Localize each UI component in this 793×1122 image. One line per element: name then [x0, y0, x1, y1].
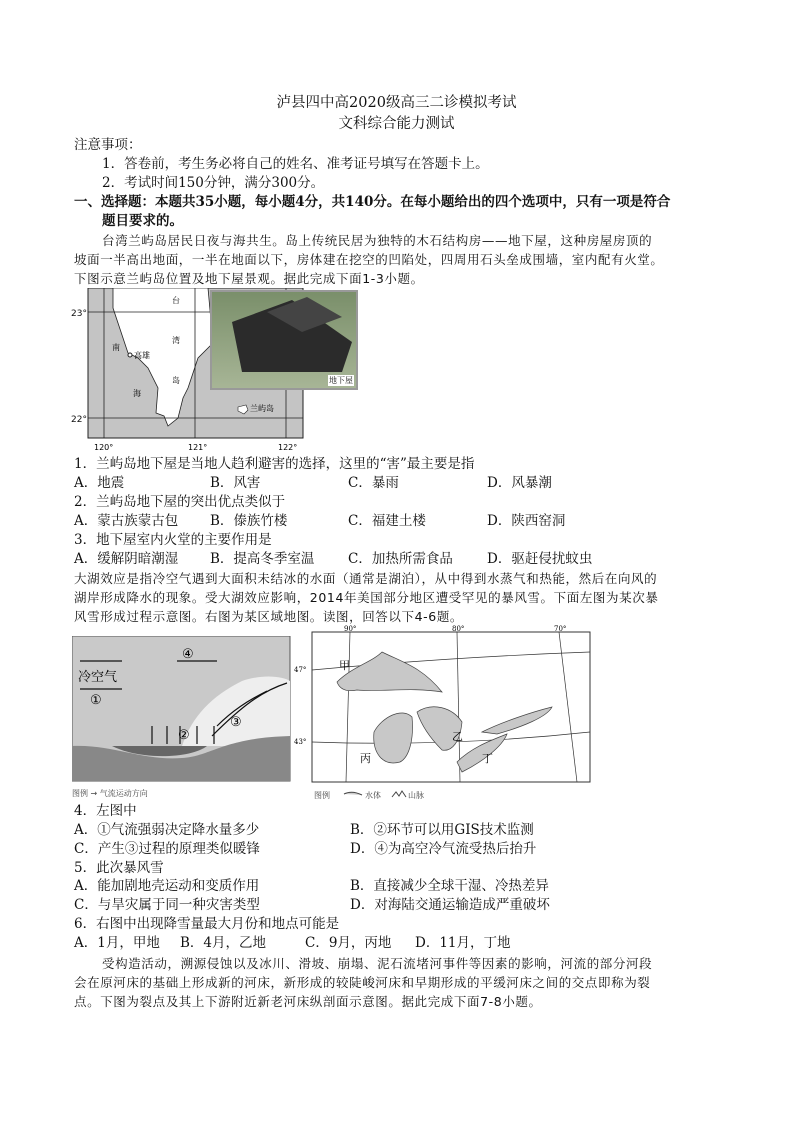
passage-line: 点。下图为裂点及其上下游附近新老河床纵剖面示意图。据此完成下面7-8小题。	[74, 994, 542, 1009]
photo-label: 地下屋	[329, 376, 353, 385]
option-b: B．直接减少全球干湿、冷热差异	[350, 878, 549, 894]
place-ding: 丁	[482, 752, 493, 765]
cold-air-label: 冷空气	[78, 670, 118, 685]
place-yi: 乙	[452, 730, 463, 743]
legend-prefix: 图例	[314, 791, 330, 800]
label-tai: 台	[172, 296, 180, 305]
lat-label: 47°	[294, 666, 307, 674]
lat-label: 23°	[71, 309, 87, 319]
great-lakes-map	[292, 622, 592, 802]
question-stem: 6．右图中出现降雪量最大月份和地点可能是	[74, 916, 340, 932]
option-c: C．加热所需食品	[348, 551, 453, 567]
notice-item: 1．答卷前，考生务必将自己的姓名、准考证号填写在答题卡上。	[102, 156, 489, 172]
option-d: D．陕西窑洞	[487, 513, 566, 529]
lanyu-map-figure	[70, 288, 360, 453]
option-d: D．11月，丁地	[415, 935, 511, 951]
place-jia: 甲	[339, 659, 350, 672]
passage-line: 台湾兰屿岛居民日夜与海共生。岛上传统民居为独特的木石结构房——地下屋，这种房屋房顶的	[102, 233, 653, 248]
option-c: C．暴雨	[348, 475, 399, 491]
section-heading-cont: 题目要求的。	[102, 213, 183, 229]
option-a: A．地震	[74, 475, 125, 491]
lat-label: 22°	[71, 415, 87, 425]
passage-line: 下图示意兰屿岛位置及地下屋景观。据此完成下面1-3小题。	[74, 271, 424, 286]
legend-mountain: 山脉	[408, 791, 424, 800]
option-a: A．①气流强弱决定降水量多少	[74, 822, 260, 838]
label-gaoxiong: 高雄	[134, 351, 150, 360]
lon-label: 122°	[278, 443, 298, 452]
diagram-legend: 图例 → 气流运动方向	[72, 789, 148, 798]
option-b: B．4月，乙地	[180, 935, 267, 951]
question-stem: 2．兰屿岛地下屋的突出优点类似于	[74, 494, 286, 510]
lon-label: 120°	[94, 443, 114, 452]
lon-label: 121°	[188, 443, 208, 452]
option-b: B．傣族竹楼	[210, 513, 288, 529]
lake-effect-diagram	[72, 636, 292, 801]
marker-2: ②	[178, 728, 190, 743]
option-b: B．②环节可以用GIS技术监测	[350, 822, 534, 838]
passage-line: 湖岸形成降水的现象。受大湖效应影响，2014年美国部分地区遭受罕见的暴风雪。下面左图为某次暴	[74, 590, 659, 605]
underground-house-photo	[210, 290, 358, 390]
question-stem: 1．兰屿岛地下屋是当地人趋利避害的选择，这里的“害”最主要是指	[74, 456, 475, 472]
option-c: C．与旱灾属于同一种灾害类型	[74, 897, 260, 913]
passage-line: 坡面一半高出地面，一半在地面以下，房体建在挖空的凹陷处，四周用石头垒成围墙，室内配有火堂。	[74, 252, 664, 267]
question-stem: 3．地下屋室内火堂的主要作用是	[74, 532, 272, 548]
place-bing: 丙	[360, 752, 371, 765]
option-a: A．缓解阴暗潮湿	[74, 551, 179, 567]
exam-title: 泸县四中高2020级高三二诊模拟考试	[276, 95, 517, 111]
option-d: D．风暴潮	[487, 475, 552, 491]
marker-4: ④	[182, 647, 194, 662]
question-stem: 5．此次暴风雪	[74, 860, 164, 876]
option-c: C．产生③过程的原理类似暖锋	[74, 841, 260, 857]
marker-3: ③	[230, 715, 242, 730]
lon-label: 70°	[554, 625, 567, 633]
option-a: A．蒙古族蒙古包	[74, 513, 179, 529]
question-stem: 4．左图中	[74, 803, 137, 819]
label-wan: 湾	[172, 336, 180, 345]
marker-1: ①	[90, 693, 102, 708]
passage-line: 受构造活动，溯源侵蚀以及冰川、滑坡、崩塌、泥石流堵河事件等因素的影响，河流的部分河段	[102, 956, 653, 971]
option-d: D．④为高空冷气流受热后抬升	[350, 841, 537, 857]
label-dao: 岛	[172, 376, 180, 385]
section-heading: 一、选择题：本题共35小题，每小题4分，共140分。在每小题给出的四个选项中，只有一项是符合	[74, 194, 671, 210]
passage-line: 风雪形成过程示意图。右图为某区域地图。读图，回答以下4-6题。	[74, 609, 464, 624]
option-a: A．1月，甲地	[74, 935, 160, 951]
lon-label: 80°	[452, 625, 465, 633]
option-c: C．福建土楼	[348, 513, 426, 529]
label-lanyu: 兰屿岛	[250, 404, 274, 413]
exam-subtitle: 文科综合能力测试	[338, 116, 455, 132]
option-c: C．9月，丙地	[305, 935, 392, 951]
option-d: D．驱赶侵扰蚊虫	[487, 551, 593, 567]
lon-label: 90°	[344, 625, 357, 633]
option-b: B．提高冬季室温	[210, 551, 315, 567]
lat-label: 43°	[294, 738, 307, 746]
notice-heading: 注意事项：	[74, 137, 142, 153]
option-a: A．能加剧地壳运动和变质作用	[74, 878, 260, 894]
label-nan: 南	[112, 343, 120, 352]
legend-water: 水体	[365, 791, 381, 800]
notice-item: 2．考试时间150分钟，满分300分。	[102, 175, 325, 191]
option-b: B．风害	[210, 475, 261, 491]
option-d: D．对海陆交通运输造成严重破坏	[350, 897, 550, 913]
label-hai: 海	[133, 389, 141, 398]
passage-line: 大湖效应是指冷空气遇到大面积未结冰的水面（通常是湖泊），从中得到水蒸气和热能，然后在向风的	[74, 571, 658, 586]
passage-line: 会在原河床的基础上形成新的河床，新形成的较陡峻河床和早期形成的平缓河床之间的交点即称为裂	[74, 975, 651, 990]
